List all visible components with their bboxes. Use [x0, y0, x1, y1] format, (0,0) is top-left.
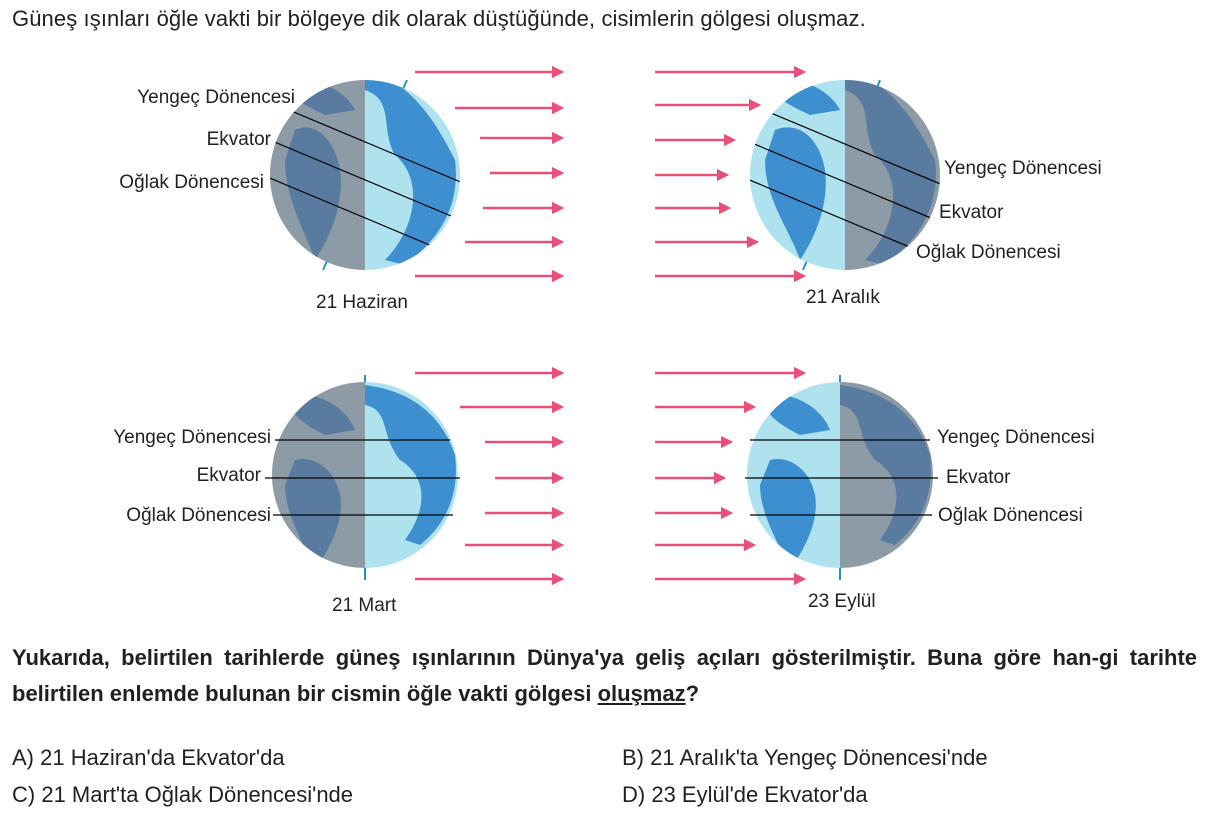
option-b-text: 21 Aralık'ta Yengeç Dönencesi'nde — [650, 745, 988, 770]
date-23-eylul: 23 Eylül — [808, 591, 876, 612]
question-underlined: oluşmaz — [597, 681, 686, 706]
panel-21-mart — [255, 365, 565, 585]
label-cancer-1: Yengeç Dönencesi — [137, 87, 295, 108]
label-equator-1: Ekvator — [206, 129, 271, 150]
option-b-letter: B) — [622, 745, 644, 770]
question-part2: ? — [685, 681, 700, 706]
label-cancer-3: Yengeç Dönencesi — [113, 427, 271, 448]
panel-21-haziran — [255, 60, 565, 290]
option-c[interactable] — [12, 782, 353, 808]
label-equator-3: Ekvator — [196, 465, 261, 486]
question-text — [12, 640, 1197, 712]
panel-21-aralik — [650, 60, 950, 290]
option-a-letter: A) — [12, 745, 34, 770]
intro-text: Güneş ışınları öğle vakti bir bölgeye dik olarak düştüğünde, cisimlerin gölgesi oluşmaz. — [12, 6, 866, 31]
option-c-letter: C) — [12, 782, 36, 807]
option-d-letter: D) — [622, 782, 646, 807]
label-cancer-4: Yengeç Dönencesi — [937, 427, 1095, 448]
label-cancer-2: Yengeç Dönencesi — [944, 158, 1102, 179]
label-capricorn-2: Oğlak Dönencesi — [916, 242, 1061, 263]
label-equator-2: Ekvator — [939, 202, 1004, 223]
option-b[interactable] — [622, 745, 988, 771]
option-d[interactable] — [622, 782, 868, 808]
question-part1: Yukarıda, belirtilen tarihlerde güneş ışınlarının Dünya'ya geliş açıları gösterilmiştir. Buna göre han-gi tarihte belirtilen enlemde bulunan bir cismin öğle vakti gölgesi — [12, 645, 1197, 706]
label-equator-4: Ekvator — [946, 467, 1011, 488]
label-capricorn-3: Oğlak Dönencesi — [126, 505, 271, 526]
label-capricorn-1: Oğlak Dönencesi — [119, 172, 264, 193]
date-21-mart: 21 Mart — [332, 595, 397, 616]
date-21-haziran: 21 Haziran — [316, 292, 408, 313]
date-21-aralik: 21 Aralık — [806, 287, 880, 308]
label-capricorn-4: Oğlak Dönencesi — [938, 505, 1083, 526]
option-c-text: 21 Mart'ta Oğlak Dönencesi'nde — [41, 782, 354, 807]
panel-23-eylul — [650, 365, 950, 585]
option-a-text: 21 Haziran'da Ekvator'da — [40, 745, 285, 770]
option-d-text: 23 Eylül'de Ekvator'da — [651, 782, 868, 807]
option-a[interactable] — [12, 745, 285, 771]
